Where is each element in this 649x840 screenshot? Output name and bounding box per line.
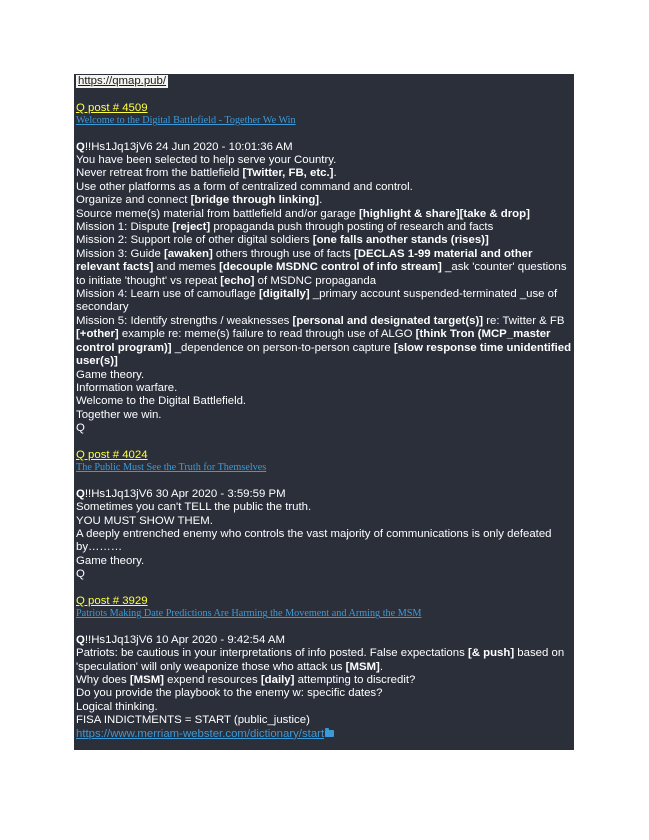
post-line [76,221,572,234]
body-text: Do you provide the playbook to the enemy w: specific dates? [76,687,383,700]
post-header [76,488,572,501]
post-signature: Q [76,487,85,500]
body-text: FISA INDICTMENTS = START (public_justice) [76,714,310,727]
spacer [76,474,572,487]
body-text: . [319,194,323,207]
post-line [76,409,572,422]
emphasis-text: [bridge through linking] [190,194,320,207]
post-tripcode: !!Hs1Jq13jV6 [84,140,153,153]
body-text: Logical thinking. [76,700,158,713]
body-text: Mission 3: Guide [76,247,164,260]
body-text: and memes [153,261,220,274]
post-line [76,501,572,514]
post-line [76,154,572,167]
post-link-line [76,728,572,741]
emphasis-text: [reject] [172,221,211,234]
body-text: Together we win. [76,408,162,421]
post-line [76,248,572,288]
post-line [76,714,572,727]
body-text: YOU MUST SHOW THEM. [76,514,213,527]
post-line [76,701,572,714]
body-text: of MSDNC propaganda [254,274,377,287]
body-text: Welcome to the Digital Battlefield. [76,395,247,408]
emphasis-text: [awaken] [164,247,213,260]
emphasis-text: [MSM] [129,673,164,686]
post-tripcode: !!Hs1Jq13jV6 [84,487,153,500]
post-date: 30 Apr 2020 - 3:59:59 PM [152,487,286,500]
post-line [76,568,572,581]
post-line [76,208,572,221]
body-text: example re: meme(s) failure to read through use of ALGO [118,328,416,341]
post-tripcode: !!Hs1Jq13jV6 [84,633,153,646]
body-text: A deeply entrenched enemy who controls the vast majority of communications is only defeated by……… [76,527,555,554]
emphasis-text: [& push] [467,647,515,660]
body-text: Sometimes you can't TELL the public the truth. [76,501,312,514]
posts-container [74,88,574,741]
post-line [76,194,572,207]
body-text: expend resources [163,673,261,686]
body-text: Source meme(s) material from battlefield and/or garage [76,207,359,220]
body-text: Mission 4: Learn use of camouflage [76,288,259,301]
post-signature: Q [76,633,85,646]
post [74,102,574,436]
body-text: attempting to discredit? [294,673,416,686]
spacer [74,436,574,449]
body-text: You have been selected to help serve your Country. [76,154,337,166]
post-title-link[interactable]: The Public Must See the Truth for Themselves [76,462,267,474]
post-line [76,288,572,315]
post-line [76,369,572,382]
emphasis-text: [daily] [260,673,295,686]
body-text: . [379,660,383,673]
post-line [76,687,572,700]
post-line [76,674,572,687]
emphasis-text: [personal and designated target(s)] [292,314,484,327]
post-number-link[interactable]: Q post # 4024 [76,448,148,461]
spacer [74,88,574,101]
body-text: Patriots: be cautious in your interpretations of info posted. False expectations [76,647,468,660]
post-number-link[interactable]: Q post # 3929 [76,594,148,607]
post-line [76,167,572,180]
qmap-link[interactable]: https://qmap.pub/ [78,75,167,87]
post [74,595,574,741]
body-text: Mission 5: Identify strengths / weaknesses [76,314,293,327]
body-text: . [333,167,337,180]
folder-icon [325,730,334,737]
body-text: Game theory. [76,554,145,567]
body-text: _ask 'counter' questions to initiate 'thought' vs repeat [76,261,570,287]
post-line [76,181,572,194]
body-text: re: Twitter & FB [483,314,568,327]
post-line [76,515,572,528]
post-line [76,395,572,408]
post-line [76,382,572,395]
body-text: Why does [76,673,130,686]
post-line [76,528,572,555]
post-date: 24 Jun 2020 - 10:01:36 AM [152,140,293,153]
emphasis-text: [think Tron (MCP_master control program)] [76,328,554,354]
body-text: Use other platforms as a form of centralized command and control. [76,180,413,193]
body-text: Q [76,568,85,581]
body-text: Mission 1: Dispute [76,221,173,234]
emphasis-text: [digitally] [258,288,310,301]
post-line [76,315,572,369]
dictionary-link[interactable]: https://www.merriam-webster.com/dictionary/start [76,727,325,740]
post-signature: Q [76,140,85,153]
emphasis-text: [one falls another stands (rises)] [312,234,489,247]
post-header [76,634,572,647]
body-text: Organize and connect [76,194,191,207]
emphasis-text: [Twitter, FB, etc.] [242,167,334,180]
emphasis-text: [DECLAS 1-99 material and other relevant facts] [76,247,536,274]
document-panel [74,74,574,750]
post-line [76,555,572,568]
post-title-link[interactable]: Patriots Making Date Predictions Are Harming the Movement and Arming the MSM [76,608,422,620]
emphasis-text: [decouple MSDNC control of info stream] [219,261,442,274]
emphasis-text: [MSM] [345,660,380,673]
post-line [76,647,572,674]
emphasis-text: [+other] [76,328,119,341]
body-text: Game theory. [76,368,145,381]
body-text: propaganda push through posting of research and facts [210,221,494,234]
emphasis-text: [echo] [220,274,255,287]
body-text: Information warfare. [76,381,178,394]
post-line [76,422,572,435]
post-line [76,234,572,247]
emphasis-text: [slow response time unidentified user(s)] [76,341,574,368]
spacer [76,620,572,633]
body-text: others through use of facts [212,247,354,260]
post [74,449,574,582]
body-text: _primary account suspended-terminated _use of secondary [76,288,561,314]
body-text: Never retreat from the battlefield [76,167,243,180]
body-text: Mission 2: Support role of other digital soldiers [76,234,313,247]
spacer [74,582,574,595]
post-header [76,141,572,154]
body-text: based on 'speculation' will only weaponize those who attack us [76,647,568,673]
body-text: _dependence on person-to-person capture [171,341,394,354]
body-text: Q [76,422,85,435]
post-number-link[interactable]: Q post # 4509 [76,101,148,114]
post-date: 10 Apr 2020 - 9:42:54 AM [152,633,285,646]
spacer [76,127,572,140]
post-title-link[interactable]: Welcome to the Digital Battlefield - Together We Win [76,115,296,127]
emphasis-text: [highlight & share][take & drop] [359,207,530,220]
